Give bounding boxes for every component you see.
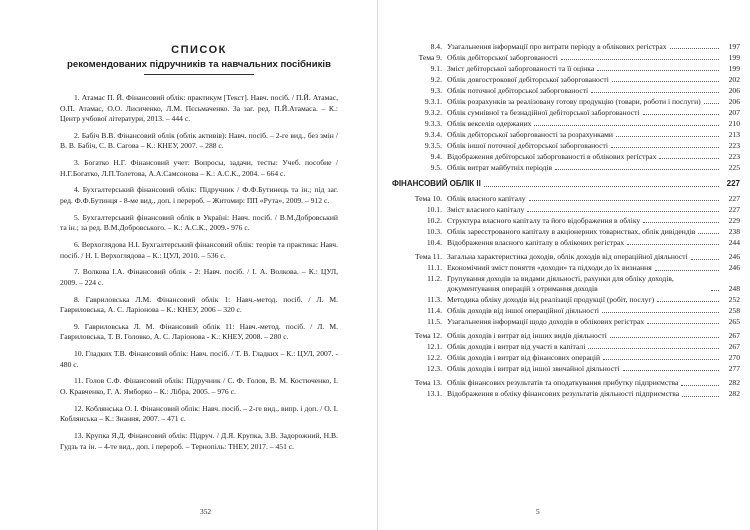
toc-entry-title: Облік векселів одержаних [447, 119, 532, 128]
toc-entry-body [447, 331, 740, 340]
reference-item: 11. Голов С.Ф. Фінансовий облік: Підручник / С. Ф. Голов, В. М. Костюченко, І. О. Кравченко, Г. А. Ямборко – К.: Лібра, 2005. – 976 с. [60, 376, 338, 396]
toc-entry-body [447, 238, 740, 247]
toc-entry [392, 389, 740, 398]
toc-entry-page: 223 [728, 141, 740, 150]
toc-entry-title: Облік дебіторської заборгованості за розрахунками [447, 130, 613, 139]
toc-entry-page: 277 [728, 364, 740, 374]
toc-entry-number: Тема 12. [414, 331, 442, 341]
toc-dot-leader [698, 233, 719, 234]
toc-entry-title: Облік власного капіталу [447, 193, 526, 203]
toc-entry [392, 194, 740, 203]
toc-entry [392, 42, 740, 51]
toc-entry [392, 163, 740, 172]
toc-dot-leader [627, 244, 719, 245]
toc-dot-leader [659, 158, 719, 159]
toc-entry-body [447, 364, 740, 373]
toc-dot-leader [610, 337, 719, 338]
toc-entry [392, 75, 740, 84]
toc-entry-number: 9.3.5. [424, 141, 442, 150]
toc-entry-body [447, 342, 740, 351]
toc-entry-page: 199 [728, 64, 740, 73]
toc-entry [392, 274, 740, 293]
toc-dot-leader [623, 370, 719, 371]
toc-entry-title: Облік доходів і витрат від фінансових операцій [447, 353, 601, 363]
toc-dot-leader [555, 169, 719, 170]
toc-entry-number: Тема 9. [418, 53, 442, 62]
toc-dot-leader [603, 359, 719, 360]
toc-entry-page: 199 [728, 53, 740, 62]
toc-entry-number: Тема 10. [414, 193, 442, 203]
toc-entry-number: 11.4. [427, 305, 442, 315]
toc-entry-body [447, 130, 740, 139]
toc-entry-body [447, 97, 740, 106]
toc-entry-body [447, 295, 740, 304]
reference-item: 2. Бабіч В.В. Фінансовий облік (облік активів): Навч. посіб. – 2-ге вид., без змін / В. В. Бабіч, С. В. Сагова – К.: КНЕУ, 2007. – 288 с. [60, 130, 338, 151]
toc-dot-leader [529, 200, 719, 201]
toc-entry-page: 227 [726, 179, 740, 189]
toc-entry-number: 12.3. [426, 364, 442, 374]
toc-dot-leader [670, 48, 720, 49]
toc-entry-page: 252 [728, 294, 740, 304]
toc-dot-leader [534, 125, 719, 126]
toc-entry-title: Методика обліку доходів від реалізації продукції (робіт, послуг) [447, 294, 655, 304]
toc-entry-page: 227 [728, 193, 740, 203]
toc-entry-title: Облік дебіторської заборгованості [447, 53, 558, 62]
toc-entry-page: 258 [728, 305, 740, 315]
toc-entry-body [447, 389, 740, 398]
toc-entry-number: 12.1. [426, 342, 442, 352]
toc-entry-page: 202 [728, 75, 740, 84]
toc-entry [392, 317, 740, 326]
toc-entry-page: 267 [728, 331, 740, 341]
toc-dot-leader [591, 92, 719, 93]
toc-dot-leader [647, 323, 719, 324]
toc-entry-body [447, 194, 740, 203]
page-subtitle: рекомендованих підручників та навчальних посібників [67, 59, 331, 70]
toc-entry-number: 13.1. [426, 389, 442, 399]
toc-entry-number: 8.4. [430, 42, 442, 51]
toc-entry-page: 229 [728, 215, 740, 225]
toc-entry-page: 227 [728, 204, 740, 214]
toc-entry-body [447, 42, 740, 51]
toc-entry-page: 270 [728, 353, 740, 363]
toc-dot-leader [527, 211, 719, 212]
toc-entry-title: Облік фінансових результатів та оподаткування прибутку підприємства [447, 378, 679, 388]
toc-dot-leader [691, 259, 719, 260]
reference-item: 5. Бухгалтерський фінансовий облік в Україні: Навч. посіб. / В.М.Добровський та ін.; за ред. В.М.Добровського. – К.: А.С.К., 2009.- 976 с. [60, 212, 338, 233]
reference-list [60, 93, 338, 452]
toc-entry-body [447, 353, 740, 362]
toc-entry-number: 9.3.1. [424, 97, 442, 106]
toc-entry [392, 263, 740, 272]
toc-dot-leader [588, 348, 719, 349]
toc-entry-number: 9.3. [430, 86, 442, 95]
toc-entry-body [447, 86, 740, 95]
toc-entry-title: Облік довгострокової дебіторської заборгованості [447, 75, 609, 84]
toc-entry-body [447, 378, 740, 387]
toc-entry-page: 206 [728, 86, 740, 95]
toc-entry-title: Узагальнення інформації про витрати періоду в облікових регістрах [447, 42, 667, 51]
toc-entry-title: Облік доходів і витрат від іншої звичайної діяльності [447, 364, 620, 374]
toc-entry [392, 252, 740, 261]
toc-entry-body [447, 119, 740, 128]
toc-entry [392, 238, 740, 247]
toc-entry-page: 197 [728, 42, 740, 51]
toc-dot-leader [561, 59, 719, 60]
toc-entry [392, 342, 740, 351]
toc-entry-title: Узагальнення інформації щодо доходів в облікових регістрах [447, 316, 645, 326]
toc-entry-title: Облік розрахунків за реалізовану готову продукцію (товари, роботи і послуги) [447, 97, 701, 106]
toc-entry [392, 364, 740, 373]
toc-entry-page: 213 [728, 130, 740, 139]
toc-entry-number: 12.2. [426, 353, 442, 363]
reference-item: 6. Верхоглядова Н.І. Бухгалтерський фінансовий облік: теорія та практика: Навч. посіб. / Н. І. Верхоглядова – К.: ЦУЛ, 2010. – 536 с. [60, 240, 338, 260]
toc-dot-leader [711, 290, 719, 291]
toc-entry-number: 11.2. [427, 274, 442, 284]
toc-entry-page: 225 [728, 163, 740, 172]
toc-entry-body [447, 216, 740, 225]
reference-item: 7. Волкова І.А. Фінансовий облік - 2: Навч. посіб. / І. А. Волкова. – К.: ЦУЛ, 2009. – 224 с. [60, 267, 338, 287]
toc-entry-title: Зміст дебіторської заборгованості та її оцінка [447, 64, 595, 73]
toc-entry-body [447, 163, 740, 172]
reference-item: 9. Гавриловська Л. М. Фінансовий облік 11: Навч.-метод. посіб. / Л. М. Гавриловська, Т. В. Головко, А. С. Ларіонова - К.: КНЕУ, 2008. – 280 с. [60, 321, 338, 342]
toc-dot-leader [704, 103, 719, 104]
toc-entry [392, 306, 740, 315]
toc-entry-body [447, 317, 740, 326]
toc-entry-page: 246 [728, 263, 740, 273]
toc-entry-number: 10.1. [426, 204, 442, 214]
toc-entry-number: 9.3.3. [424, 119, 442, 128]
toc-dot-leader [602, 312, 719, 313]
page-number-right: 5 [536, 507, 540, 516]
toc-entry [392, 378, 740, 387]
toc-entry-body [392, 179, 740, 188]
toc-dot-leader [484, 186, 719, 187]
toc-dot-leader [655, 270, 719, 271]
reference-item: 3. Богатко Н.Г. Фінансовий учет: Вопросы, задачи, тесты: Учеб. пособие / Н.Г.Богатко, Л.П.Толетова, А.А.Самсонова – К.: А.С.К., 2004. – 664 с. [60, 158, 338, 178]
toc-entry-number: 11.5. [427, 316, 442, 326]
toc-entry-number: 9.1. [430, 64, 442, 73]
toc-dot-leader [681, 385, 719, 386]
toc-entry-number: 11.1. [427, 263, 442, 273]
reference-item: 10. Гладких Т.В. Фінансовий облік: Навч. посіб. / Т. В. Гладких – К.: ЦУЛ, 2007. - 480 с. [60, 349, 338, 369]
toc-entry-body [447, 252, 740, 261]
toc-dot-leader [597, 70, 719, 71]
toc-section-heading [392, 179, 740, 188]
toc-entry-title: Зміст власного капіталу [447, 204, 525, 214]
toc-dot-leader [611, 147, 719, 148]
toc-entry [392, 227, 740, 236]
toc-entry-title: Групування доходів за видами діяльності, рахунки для обліку доходів, документування операцій з отримання доходів [447, 274, 674, 293]
toc-entry-body [447, 64, 740, 73]
page-title: СПИСОК [171, 44, 227, 56]
toc-entry [392, 119, 740, 128]
toc-entry-number: 11.3. [427, 294, 442, 304]
toc-entry-title: Облік доходів і витрат від інших видів діяльності [447, 331, 607, 341]
toc-entry-title: Відображення дебіторської заборгованості в облікових регістрах [447, 152, 657, 161]
toc-dot-leader [616, 136, 719, 137]
toc-entry [392, 331, 740, 340]
toc-entry-body [447, 227, 740, 236]
toc-entry [392, 108, 740, 117]
toc-entry-number: Тема 13. [414, 378, 442, 388]
toc-entry [392, 216, 740, 225]
toc-entry-title: ФІНАНСОВИЙ ОБЛІК ІІ [392, 179, 481, 189]
toc-entry-page: 267 [728, 342, 740, 352]
toc-entry-title: Облік іншої поточної дебіторської заборгованості [447, 141, 608, 150]
toc-entry-title: Відображення власного капіталу в облікових регістрах [447, 237, 625, 247]
toc-entry-body [447, 306, 740, 315]
toc-dot-leader [612, 81, 719, 82]
toc-entry [392, 141, 740, 150]
toc-dot-leader [643, 114, 719, 115]
toc-entry [392, 64, 740, 73]
toc-entry-body [447, 108, 740, 117]
toc-dot-leader [657, 301, 719, 302]
toc-entry-page: 244 [728, 237, 740, 247]
page-number-left: 352 [200, 507, 212, 516]
reference-item: 8. Гавриловська Л.М. Фінансовий облік 1: Навч.-метод. посіб. / Л. М. Гавриловська, А. С. Ларіонова – К.: КНЕУ, 2006 – 320 с. [60, 294, 338, 315]
toc-entry-number: 9.2. [430, 75, 442, 84]
toc-entry-title: Облік доходів від іншої операційної діяльності [447, 305, 600, 315]
toc-entry [392, 86, 740, 95]
toc-entry-number: 10.4. [426, 237, 442, 247]
reference-item: 4. Бухгалтерський фінансовий облік: Підручник / Ф.Ф.Бутинець та ін.; під заг. ред. Ф.Ф.Бутинця - 8-ме вид., доп. і перероб. – Житомир: ПП «Рута», 2009. – 912 с. [60, 185, 338, 206]
reference-item: 13. Крупка Я.Д. Фінансовий облік: Підруч. / Д.Я. Крупка, З.В. Задорожний, Н.В. Гудзь та ін. – 4-те вид., доп. і перероб. – Тернопіль: ТНЕУ, 2017. – 451 с. [60, 430, 338, 451]
toc-entry-page: 265 [728, 316, 740, 326]
toc-entry-number: 10.2. [426, 215, 442, 225]
toc-entry-page: 210 [728, 119, 740, 128]
toc-entry-title: Відображення в обліку фінансових результатів діяльності підприємства [447, 389, 680, 399]
toc-entry-page: 282 [728, 389, 740, 399]
toc-entry [392, 53, 740, 62]
right-page [378, 0, 750, 530]
toc-entry-title: Загальна характеристика доходів, облік доходів від операційної діяльності [447, 252, 688, 262]
toc-entry-body [447, 205, 740, 214]
toc-entry-number: 10.3. [426, 226, 442, 236]
toc-dot-leader [643, 222, 719, 223]
toc-entry-page: 238 [728, 226, 740, 236]
toc-entry-body [447, 274, 740, 293]
toc-entry-page: 206 [728, 97, 740, 106]
title-underline [144, 74, 254, 75]
toc-entry-body [447, 141, 740, 150]
toc-entry [392, 152, 740, 161]
toc-entry [392, 205, 740, 214]
toc-entry [392, 97, 740, 106]
toc-entry-number: 9.3.4. [424, 130, 442, 139]
toc-entry-title: Облік сумнівної та безнадійної дебіторської заборгованості [447, 108, 640, 117]
table-of-contents [392, 42, 740, 399]
toc-entry-body [447, 152, 740, 161]
toc-dot-leader [682, 396, 719, 397]
toc-entry-number: 9.4. [430, 152, 442, 161]
toc-entry-title: Облік витрат майбутніх періодів [447, 163, 553, 172]
toc-entry-title: Облік поточної дебіторської заборгованості [447, 86, 589, 95]
toc-entry [392, 295, 740, 304]
toc-entry-page: 246 [728, 252, 740, 262]
toc-entry-page: 207 [728, 108, 740, 117]
toc-entry [392, 353, 740, 362]
toc-entry-number: 9.3.2. [424, 108, 442, 117]
reference-item: 1. Атамас П. Й. Фінансовий облік: практикум [Текст]. Навч. посіб. / П.Й. Атамас, О.П. Атамас, О.О. Лисиченко, Л.М. Пєсьмаченко. За заг. ред. П.Й.Атамаса. – К.: Центр учбової літератури, 2013. – 444 с. [60, 93, 338, 124]
toc-entry-body [447, 53, 740, 62]
toc-entry-page: 248 [728, 283, 740, 293]
toc-entry-title: Облік зареєстрованого капіталу в акціонерних товариствах, облік дивідендів [447, 226, 696, 236]
toc-entry-page: 223 [728, 152, 740, 161]
toc-entry-title: Економічний зміст поняття «доходи» та підходи до їх визнання [447, 263, 652, 273]
toc-entry-body [447, 75, 740, 84]
toc-entry-title: Облік доходів і витрат від участі в капіталі [447, 342, 586, 352]
toc-entry [392, 130, 740, 139]
toc-entry-number: 9.5. [430, 163, 442, 172]
toc-entry-page: 282 [728, 378, 740, 388]
toc-entry-body [447, 263, 740, 272]
toc-entry-number: Тема 11. [415, 252, 442, 262]
reference-item: 12. Коблянська О. І. Фінансовий облік: Навч. посіб. – 2-ге вид., випр. і доп. / О. І. Коблянська – К.: Знання, 2007. – 471 с. [60, 403, 338, 424]
toc-entry-title: Структура власного капіталу та його відображення в обліку [447, 215, 641, 225]
